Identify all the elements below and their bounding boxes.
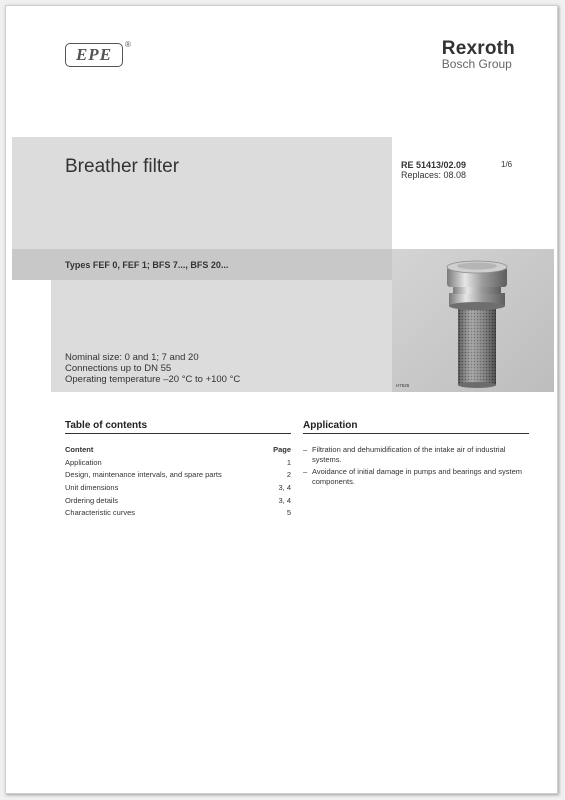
document-title: Breather filter xyxy=(65,156,180,177)
toc-page: 1 xyxy=(286,457,291,467)
product-photo xyxy=(392,249,554,392)
toc-header-row xyxy=(65,444,291,457)
photo-code: H7626 xyxy=(396,383,410,388)
specs-list xyxy=(65,352,240,385)
brand-subtitle: Bosch Group xyxy=(441,57,512,71)
toc-entry: Application xyxy=(65,457,102,467)
toc-heading: Table of contents xyxy=(65,420,291,434)
page-number: 1/6 xyxy=(501,160,513,169)
toc-page: 5 xyxy=(286,508,291,518)
toc-entry: Unit dimensions xyxy=(65,483,119,493)
spec-connections: Connections up to DN 55 xyxy=(65,363,172,374)
toc-col-content: Content xyxy=(65,445,94,454)
epe-logo xyxy=(65,43,123,67)
spec-nominal-size: Nominal size: 0 and 1; 7 and 20 xyxy=(65,352,199,363)
toc-entry: Characteristic curves xyxy=(65,508,136,518)
application-item xyxy=(303,445,529,465)
application-heading: Application xyxy=(303,420,529,434)
table-of-contents xyxy=(65,444,291,520)
replaces-text: Replaces: 08.08 xyxy=(401,170,467,180)
toc-entry: Ordering details xyxy=(65,495,118,505)
registered-mark: ® xyxy=(125,40,131,49)
dash-bullet: – xyxy=(303,467,308,476)
toc-page: 2 xyxy=(286,470,291,480)
breather-filter-image xyxy=(392,249,554,392)
toc-row[interactable] xyxy=(65,507,291,520)
types-line: Types FEF 0, FEF 1; BFS 7..., BFS 20... xyxy=(65,260,229,270)
toc-page: 3, 4 xyxy=(278,483,291,493)
toc-row[interactable] xyxy=(65,457,291,470)
brand-name: Rexroth xyxy=(441,38,515,59)
application-text: Avoidance of initial damage in pumps and bearings and system components. xyxy=(312,467,522,486)
document-number-block xyxy=(401,160,466,180)
rexroth-brand xyxy=(442,39,515,71)
toc-col-page: Page xyxy=(273,445,291,454)
application-list xyxy=(303,445,529,489)
toc-page: 3, 4 xyxy=(278,495,291,505)
toc-row[interactable] xyxy=(65,482,291,495)
document-number: RE 51413/02.09 xyxy=(401,160,467,170)
application-text: Filtration and dehumidification of the intake air of industrial systems. xyxy=(312,445,506,464)
toc-row[interactable] xyxy=(65,495,291,508)
toc-entry: Design, maintenance intervals, and spare parts xyxy=(65,470,222,480)
logo-text: EPE xyxy=(75,45,113,64)
application-item xyxy=(303,467,529,487)
toc-row[interactable] xyxy=(65,469,291,482)
dash-bullet: – xyxy=(303,445,308,454)
spec-temperature: Operating temperature –20 °C to +100 °C xyxy=(65,374,241,385)
document-page xyxy=(5,5,558,794)
